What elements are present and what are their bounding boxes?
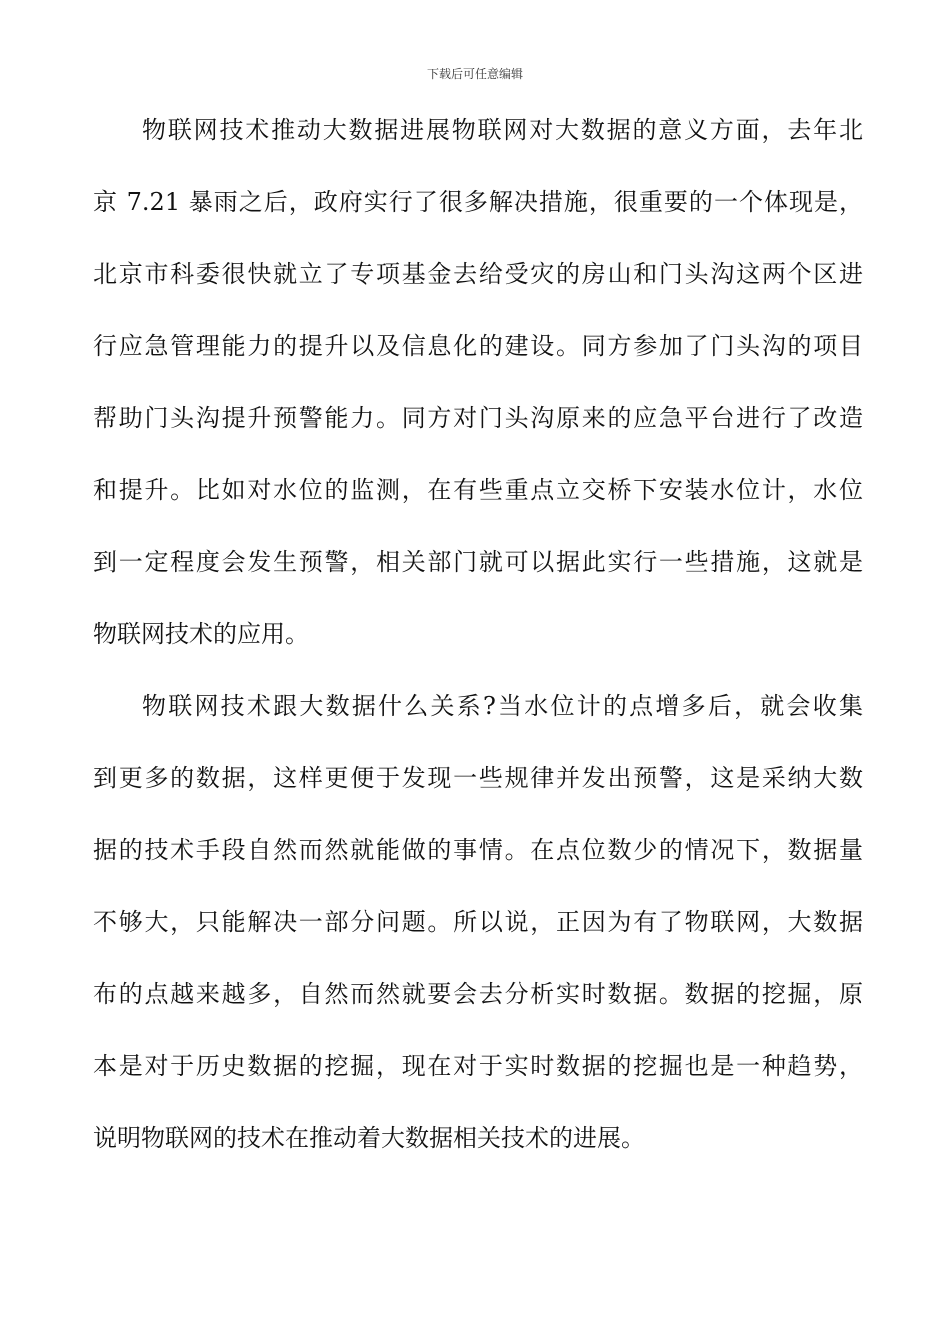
text-line: 布的点越来越多，自然而然就要会去分析实时数据。数据的挖掘，原 xyxy=(93,980,863,1008)
text-line: 物联网技术推动大数据进展物联网对大数据的意义方面，去年北 xyxy=(142,116,863,144)
text-line: 物联网技术跟大数据什么关系?当水位计的点增多后，就会收集 xyxy=(142,692,863,720)
text-line: 帮助门头沟提升预警能力。同方对门头沟原来的应急平台进行了改造 xyxy=(93,404,863,432)
text-line: 京 7.21 暴雨之后，政府实行了很多解决措施，很重要的一个体现是， xyxy=(93,188,863,216)
text-line: 不够大，只能解决一部分问题。所以说，正因为有了物联网，大数据 xyxy=(93,908,863,936)
text-line: 北京市科委很快就立了专项基金去给受灾的房山和门头沟这两个区进 xyxy=(93,260,863,288)
text-line: 说明物联网的技术在推动着大数据相关技术的进展。 xyxy=(93,1124,645,1152)
text-line: 行应急管理能力的提升以及信息化的建设。同方参加了门头沟的项目 xyxy=(93,332,863,360)
text-line: 到一定程度会发生预警，相关部门就可以据此实行一些措施，这就是 xyxy=(93,548,863,576)
text-line: 到更多的数据，这样更便于发现一些规律并发出预警，这是采纳大数 xyxy=(93,764,863,792)
text-line: 本是对于历史数据的挖掘，现在对于实时数据的挖掘也是一种趋势， xyxy=(93,1052,863,1080)
text-line: 据的技术手段自然而然就能做的事情。在点位数少的情况下，数据量 xyxy=(93,836,863,864)
text-line: 和提升。比如对水位的监测，在有些重点立交桥下安装水位计，水位 xyxy=(93,476,863,504)
page-header: 下载后可任意编辑 xyxy=(426,67,523,81)
text-line: 物联网技术的应用。 xyxy=(93,620,309,648)
